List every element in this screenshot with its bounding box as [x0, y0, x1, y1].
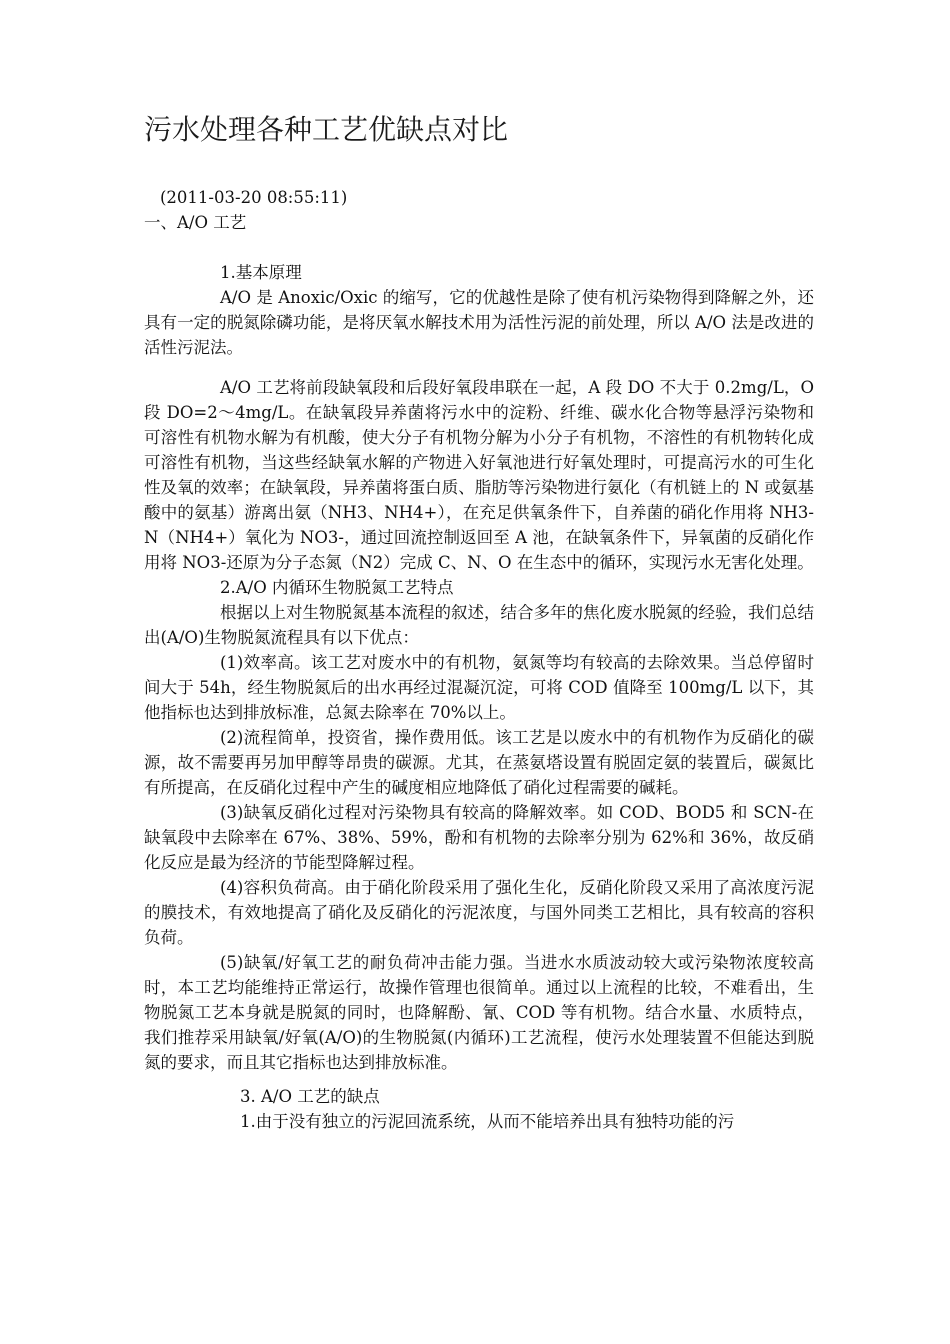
subheading-basic-principle: 1.基本原理	[220, 263, 302, 282]
spacer	[144, 235, 814, 260]
paragraph-process: A/O 工艺将前段缺氧段和后段好氧段串联在一起，A 段 DO 不大于 0.2mg/L，O 段 DO=2～4mg/L。在缺氧段异养菌将污水中的淀粉、纤维、碳水化合物等悬浮污染物和可溶性有机物水解为有机酸，使大分子有机物分解为小分子有机物，不溶性的有机物转化成可溶性有机物，当这些经缺氧水解的产物进入好氧池进行好氧处理时，可提高污水的可生化性及氧的效率；在缺氧段，异养菌将蛋白质、脂肪等污染物进行氨化（有机链上的 N 或氨基酸中的氨基）游离出氨（NH3、NH4+），在充足供氧条件下，自养菌的硝化作用将 NH3-N（NH4+）氧化为 NO3-，通过回流控制返回至 A 池，在缺氧条件下，异氧菌的反硝化作用将 NO3-还原为分子态氮（N2）完成 C、N、O 在生态中的循环，实现污水无害化处理。	[144, 378, 814, 572]
timestamp: (2011-03-20 08:55:11)	[160, 188, 348, 207]
disadvantage-item: 1.由于没有独立的污泥回流系统，从而不能培养出具有独特功能的污	[240, 1112, 735, 1131]
paragraph-features-intro: 根据以上对生物脱氮基本流程的叙述，结合多年的焦化废水脱氮的经验，我们总结出(A/O)生物脱氮流程具有以下优点：	[144, 603, 814, 647]
subheading-features: 2.A/O 内循环生物脱氮工艺特点	[220, 578, 454, 597]
section-heading-ao: 一、A/O 工艺	[144, 213, 247, 232]
spacer	[144, 360, 814, 375]
document-body	[144, 185, 814, 1134]
advantage-item: (2)流程简单，投资省，操作费用低。该工艺是以废水中的有机物作为反硝化的碳源，故不需要再另加甲醇等昂贵的碳源。尤其，在蒸氨塔设置有脱固定氨的装置后，碳氮比有所提高，在反硝化过程中产生的碱度相应地降低了硝化过程需要的碱耗。	[144, 728, 814, 797]
advantage-item: (4)容积负荷高。由于硝化阶段采用了强化生化，反硝化阶段又采用了高浓度污泥的膜技术，有效地提高了硝化及反硝化的污泥浓度，与国外同类工艺相比，具有较高的容积负荷。	[144, 878, 814, 947]
advantage-item: (3)缺氧反硝化过程对污染物具有较高的降解效率。如 COD、BOD5 和 SCN-在缺氧段中去除率在 67%、38%、59%，酚和有机物的去除率分别为 62%和 36%，故反硝化反应是最为经济的节能型降解过程。	[144, 803, 814, 872]
advantage-item: (1)效率高。该工艺对废水中的有机物，氨氮等均有较高的去除效果。当总停留时间大于 54h，经生物脱氮后的出水再经过混凝沉淀，可将 COD 值降至 100mg/L 以下，其他指标也达到排放标准，总氮去除率在 70%以上。	[144, 653, 814, 722]
subheading-disadvantages: 3. A/O 工艺的缺点	[240, 1087, 380, 1106]
advantage-item: (5)缺氧/好氧工艺的耐负荷冲击能力强。当进水水质波动较大或污染物浓度较高时，本工艺均能维持正常运行，故操作管理也很简单。通过以上流程的比较，不难看出，生物脱氮工艺本身就是脱氮的同时，也降解酚、氰、COD 等有机物。结合水量、水质特点，我们推荐采用缺氧/好氧(A/O)的生物脱氮(内循环)工艺流程，使污水处理装置不但能达到脱氮的要求，而且其它指标也达到排放标准。	[144, 953, 814, 1072]
document-title: 污水处理各种工艺优缺点对比	[144, 113, 509, 146]
spacer	[144, 1075, 814, 1084]
paragraph-basic-principle: A/O 是 Anoxic/Oxic 的缩写，它的优越性是除了使有机污染物得到降解之外，还具有一定的脱氮除磷功能，是将厌氧水解技术用为活性污泥的前处理，所以 A/O 法是改进的活性污泥法。	[144, 288, 814, 357]
